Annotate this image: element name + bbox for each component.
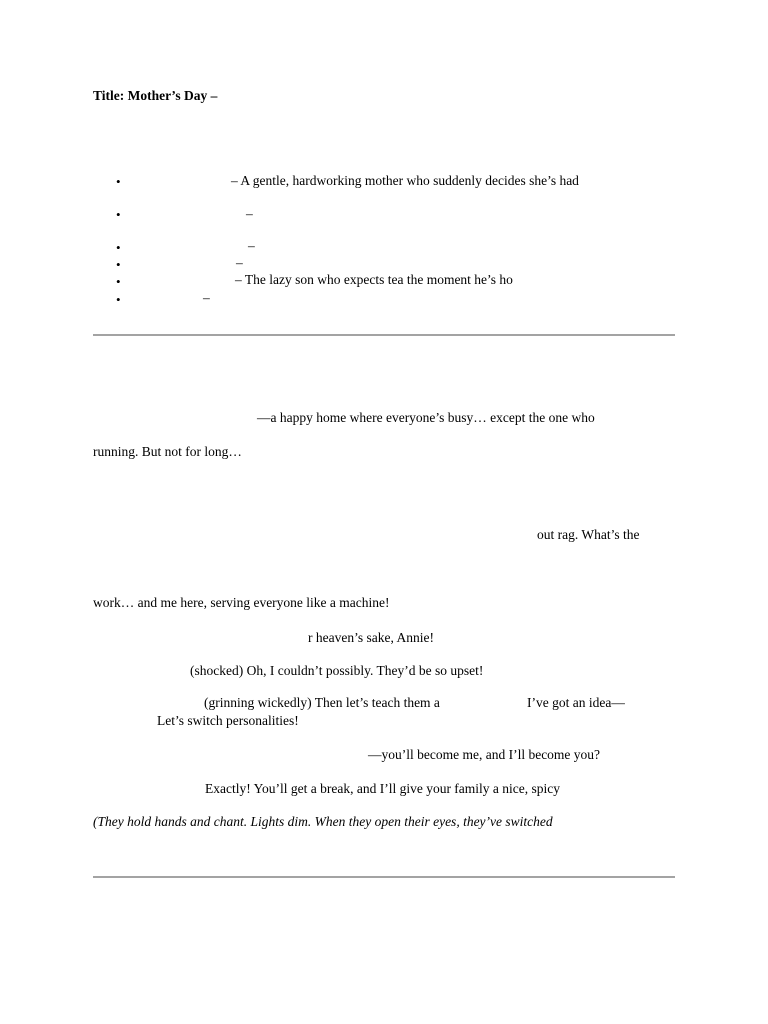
scene-line: Exactly! You’ll get a break, and I’ll give your family a nice, spicy — [205, 781, 561, 796]
scene-line: —a happy home where everyone’s busy… except the one who — [257, 410, 595, 425]
cast-description: – — [248, 238, 255, 253]
scene-line: —you’ll become me, and I’ll become you? — [368, 747, 601, 762]
scene-line: out rag. What’s the — [537, 527, 640, 542]
horizontal-divider — [93, 876, 675, 878]
bullet-marker: • — [116, 292, 121, 307]
scene-line: Let’s switch personalities! — [157, 713, 299, 728]
bullet-marker: • — [116, 174, 121, 189]
stage-direction: (They hold hands and chant. Lights dim. When they open their eyes, they’ve switched — [93, 814, 553, 829]
cast-description: – The lazy son who expects tea the moment he’s ho — [235, 272, 513, 287]
document-title: Title: Mother’s Day – — [93, 88, 218, 103]
scene-line: (grinning wickedly) Then let’s teach them a — [204, 695, 440, 710]
bullet-marker: • — [116, 274, 121, 289]
scene-line: r heaven’s sake, Annie! — [308, 630, 434, 645]
bullet-marker: • — [116, 207, 121, 222]
scene-line: running. But not for long… — [93, 444, 242, 459]
cast-description: – A gentle, hardworking mother who suddenly decides she’s had — [231, 173, 579, 188]
horizontal-divider — [93, 334, 675, 336]
bullet-marker: • — [116, 257, 121, 272]
scene-line: work… and me here, serving everyone like a machine! — [93, 595, 390, 610]
cast-description: – — [246, 206, 253, 221]
cast-description: – — [203, 290, 210, 305]
bullet-marker: • — [116, 240, 121, 255]
cast-description: – — [236, 255, 243, 270]
scene-line: I’ve got an idea— — [527, 695, 625, 710]
scene-line: (shocked) Oh, I couldn’t possibly. They’d be so upset! — [190, 663, 484, 678]
